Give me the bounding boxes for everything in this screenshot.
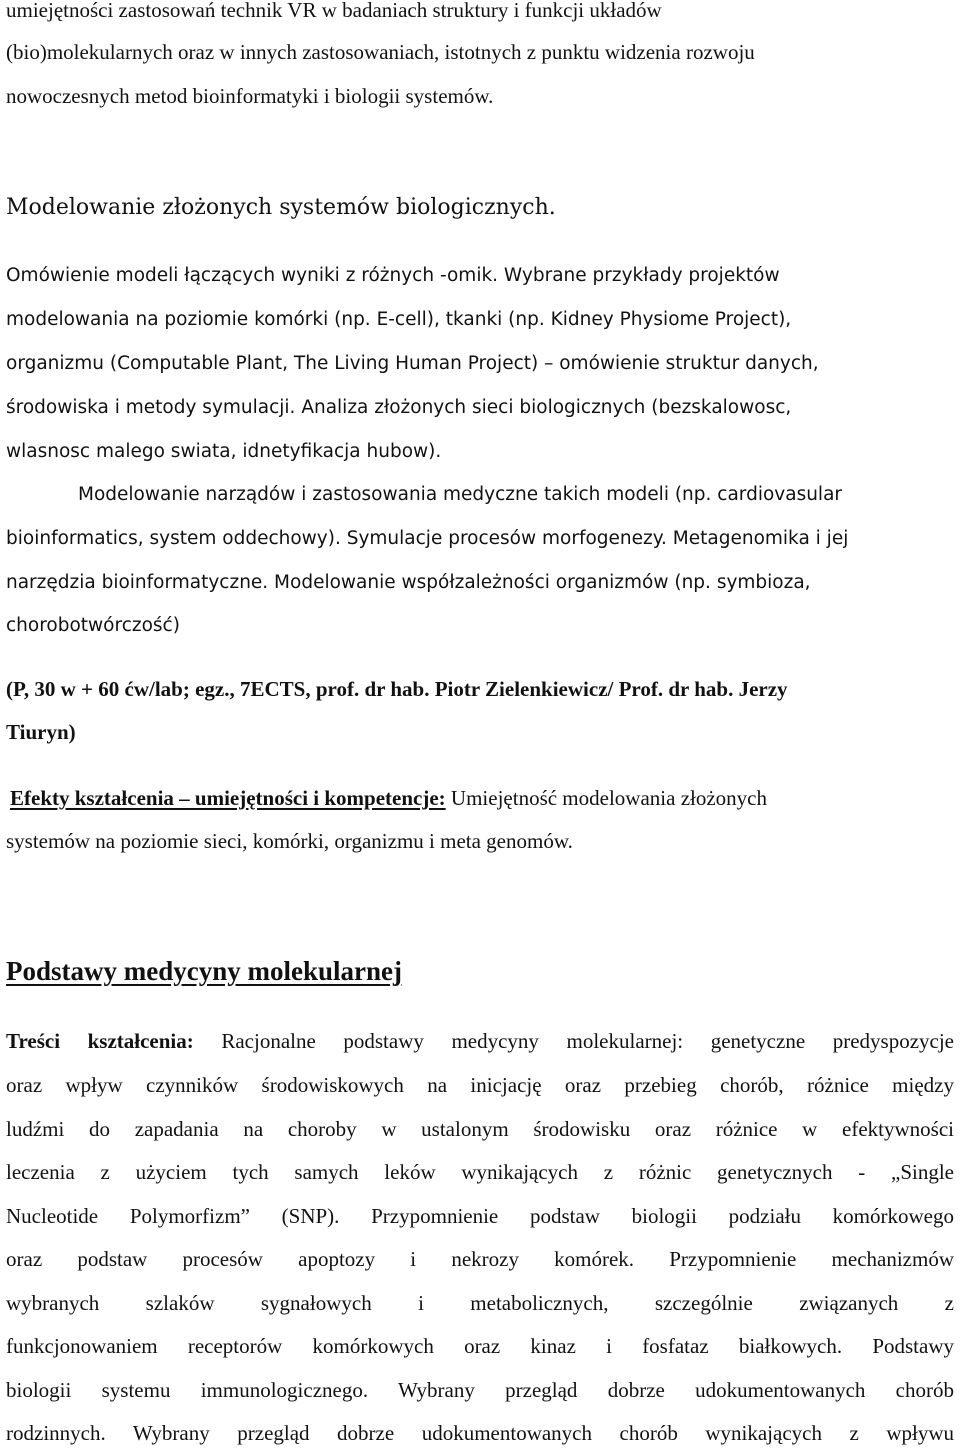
section-title: Podstawy medycyny molekularnej <box>6 956 402 986</box>
content-line: chorobotwórczość) <box>6 615 180 636</box>
learning-outcomes <box>10 786 767 811</box>
course-info: Tiuryn) <box>6 720 76 744</box>
content-label: Treści kształcenia: <box>6 1029 194 1053</box>
content-line: oraz podstaw procesów apoptozy i nekrozy komórek. Przypomnienie mechanizmów <box>6 1247 954 1271</box>
outcomes-text: systemów na poziomie sieci, komórki, organizmu i meta genomów. <box>6 829 573 853</box>
content-line: Omówienie modeli łączących wyniki z różnych -omik. Wybrane przykłady projektów <box>6 265 780 286</box>
content-line: biologii systemu immunologicznego. Wybrany przegląd dobrze udokumentowanych chorób <box>6 1378 954 1402</box>
content-line: Modelowanie narządów i zastosowania medyczne takich modeli (np. cardiovasular <box>78 484 843 505</box>
content-line: rodzinnych. Wybrany przegląd dobrze udokumentowanych chorób wynikających z wpływu <box>6 1421 954 1445</box>
content-line: wlasnosc malego swiata, idnetyfikacja hubow). <box>6 441 442 462</box>
content-line: organizmu (Computable Plant, The Living Human Project) – omówienie struktur danych, <box>6 353 819 374</box>
section-title: Modelowanie złożonych systemów biologicznych. <box>6 195 556 220</box>
intro-line: nowoczesnych metod bioinformatyki i biologii systemów. <box>6 84 494 108</box>
outcomes-text: Umiejętność modelowania złożonych <box>445 786 767 810</box>
content-line: funkcjonowaniem receptorów komórkowych oraz kinaz i fosfataz białkowych. Podstawy <box>6 1334 954 1358</box>
content-line: Nucleotide Polymorfizm” (SNP). Przypomnienie podstaw biologii podziału komórkowego <box>6 1204 954 1228</box>
course-info: (P, 30 w + 60 ćw/lab; egz., 7ECTS, prof. dr hab. Piotr Zielenkiewicz/ Prof. dr hab. Jerzy <box>6 677 788 701</box>
outcomes-label: Efekty kształcenia – umiejętności i kompetencje: <box>10 786 446 810</box>
content-text: Racjonalne podstawy medycyny molekularnej: genetyczne predyspozycje <box>193 1029 954 1053</box>
content-line: oraz wpływ czynników środowiskowych na inicjację oraz przebieg chorób, różnice między <box>6 1073 954 1097</box>
intro-line: umiejętności zastosowań technik VR w badaniach struktury i funkcji układów <box>6 0 662 22</box>
content-line: narzędzia bioinformatyczne. Modelowanie współzależności organizmów (np. symbioza, <box>6 572 811 593</box>
content-line: wybranych szlaków sygnałowych i metabolicznych, szczególnie związanych z <box>6 1291 954 1315</box>
content-line: ludźmi do zapadania na choroby w ustalonym środowisku oraz różnice w efektywności <box>6 1117 954 1141</box>
content-line: leczenia z użyciem tych samych leków wynikających z różnic genetycznych - „Single <box>6 1160 954 1184</box>
content-line <box>6 1029 954 1054</box>
intro-line: (bio)molekularnych oraz w innych zastosowaniach, istotnych z punktu widzenia rozwoju <box>6 40 755 64</box>
content-line: modelowania na poziomie komórki (np. E-cell), tkanki (np. Kidney Physiome Project), <box>6 309 792 330</box>
content-line: bioinformatics, system oddechowy). Symulacje procesów morfogenezy. Metagenomika i jej <box>6 528 849 549</box>
content-line: środowiska i metody symulacji. Analiza złożonych sieci biologicznych (bezskalowosc, <box>6 397 792 418</box>
